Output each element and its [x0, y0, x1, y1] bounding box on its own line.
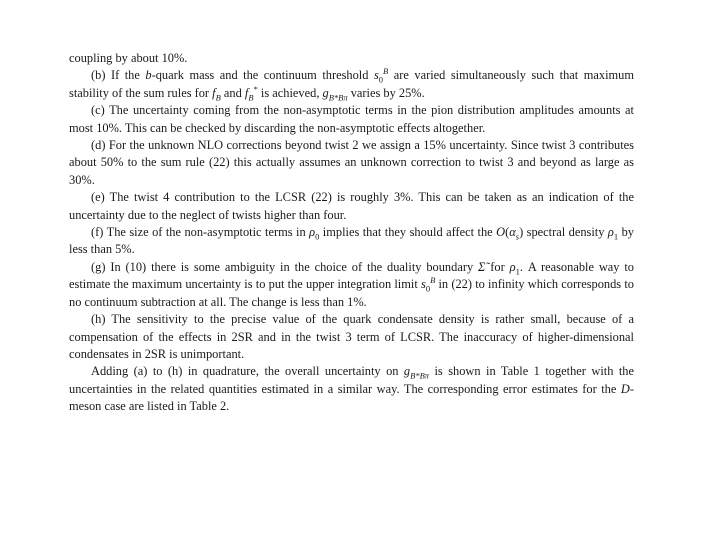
math-symbol: s — [420, 277, 426, 292]
math-symbol: α — [509, 225, 516, 240]
paragraph-text: coupling by about 10%. — [69, 51, 188, 65]
paragraph-c1 — [69, 102, 634, 137]
paragraph-b — [69, 67, 634, 102]
math-symbol: Σ̃ — [478, 259, 486, 274]
paragraph-text: ) spectral density — [519, 225, 608, 240]
paragraph-text: is shown in Table 1 together with the uncertainties in the related quantities estimated in a similar way. The corresponding error estimates for the — [69, 364, 634, 396]
paragraph-text: (c) The uncertainty coming from the non-asymptotic terms in the pion distribution amplitudes amounts at most 10%. This can be checked by discarding the non-asymptotic effects altogether. — [69, 103, 634, 135]
paragraph-text: by less than 5%. — [69, 225, 634, 257]
paragraph-text: for — [485, 259, 510, 274]
paragraph-c2 — [69, 189, 634, 224]
paper-text-block — [69, 50, 634, 416]
paragraph-text: is achieved, — [257, 85, 323, 100]
paragraph-text: Adding (a) to (h) in quadrature, the overall uncertainty on — [91, 364, 404, 379]
paragraph-text: (f) The size of the non-asymptotic terms in — [91, 225, 310, 240]
math-symbol: b — [145, 68, 152, 83]
paragraph-lead — [69, 50, 634, 67]
paragraph-text: (d) For the unknown NLO corrections beyond twist 2 we assign a 15% uncertainty. Since twist 3 contributes about 50% to the sum rule (22) this actually assumes an unknown correction to twist 3 and beyond as large as 30%. — [69, 138, 634, 187]
math-symbol: ρ — [309, 225, 316, 240]
math-symbol: 1 — [515, 266, 520, 277]
math-symbol: B — [430, 275, 436, 286]
paragraph-h — [69, 311, 634, 363]
math-symbol: 0 — [425, 283, 431, 294]
math-symbol: B*Bπ — [328, 92, 348, 103]
paragraph-text: (h) The sensitivity to the precise value of the quark condensate density is rather small, because of a compensation of the effects in 2SR and in the twist 3 term of LCSR. The inaccuracy of higher-dimensional condensates in 2SR is unimportant. — [69, 312, 634, 361]
paragraph-text: (b) If the — [91, 68, 146, 83]
math-symbol: 0 — [378, 74, 384, 85]
paragraph-g — [69, 259, 634, 311]
math-symbol: O — [496, 225, 506, 240]
paragraph-text: . A reasonable way to estimate the maximum uncertainty is to put the upper integration limit — [69, 259, 635, 292]
math-symbol: ρ — [607, 225, 614, 240]
paragraph-d — [69, 137, 634, 189]
math-symbol: B — [215, 92, 221, 103]
paragraph-text: -quark mass and the continuum threshold — [151, 68, 374, 83]
math-symbol: B — [248, 92, 254, 103]
paragraph-text: implies that they should affect the — [319, 225, 497, 240]
paragraph-summary — [69, 363, 634, 415]
paragraph-text: -meson case are listed in Table 2. — [69, 381, 634, 414]
paragraph-text: (e) The twist 4 contribution to the LCSR (22) is roughly 3%. This can be taken as an indication of the uncertainty due to the neglect of twists higher than four. — [69, 190, 634, 222]
paragraph-text: (g) In (10) there is some ambiguity in the choice of the duality boundary — [91, 259, 479, 274]
paragraph-text: and — [220, 85, 245, 100]
math-symbol: 1 — [613, 231, 619, 242]
math-symbol: f — [244, 85, 249, 100]
math-symbol: * — [253, 83, 258, 94]
paragraph-text: varies by 25%. — [347, 85, 425, 100]
paragraph-text: in (22) to infinity which corresponds to no continuum subtraction at all. The change is less than 1%. — [69, 277, 634, 309]
math-symbol: D — [620, 381, 630, 396]
paragraph-text: are varied simultaneously such that maximum stability of the sum rules for — [69, 68, 634, 100]
math-symbol: g — [403, 364, 411, 379]
math-symbol: g — [322, 85, 329, 100]
math-symbol: ρ — [509, 259, 516, 274]
math-symbol: B*Bπ — [410, 370, 430, 381]
math-symbol: f — [212, 85, 216, 100]
math-symbol: s — [373, 68, 379, 83]
math-symbol: 0 — [315, 231, 320, 242]
paragraph-text: ( — [505, 225, 510, 240]
paragraph-f — [69, 224, 634, 259]
math-symbol: B — [383, 66, 389, 77]
math-symbol: s — [515, 231, 520, 242]
